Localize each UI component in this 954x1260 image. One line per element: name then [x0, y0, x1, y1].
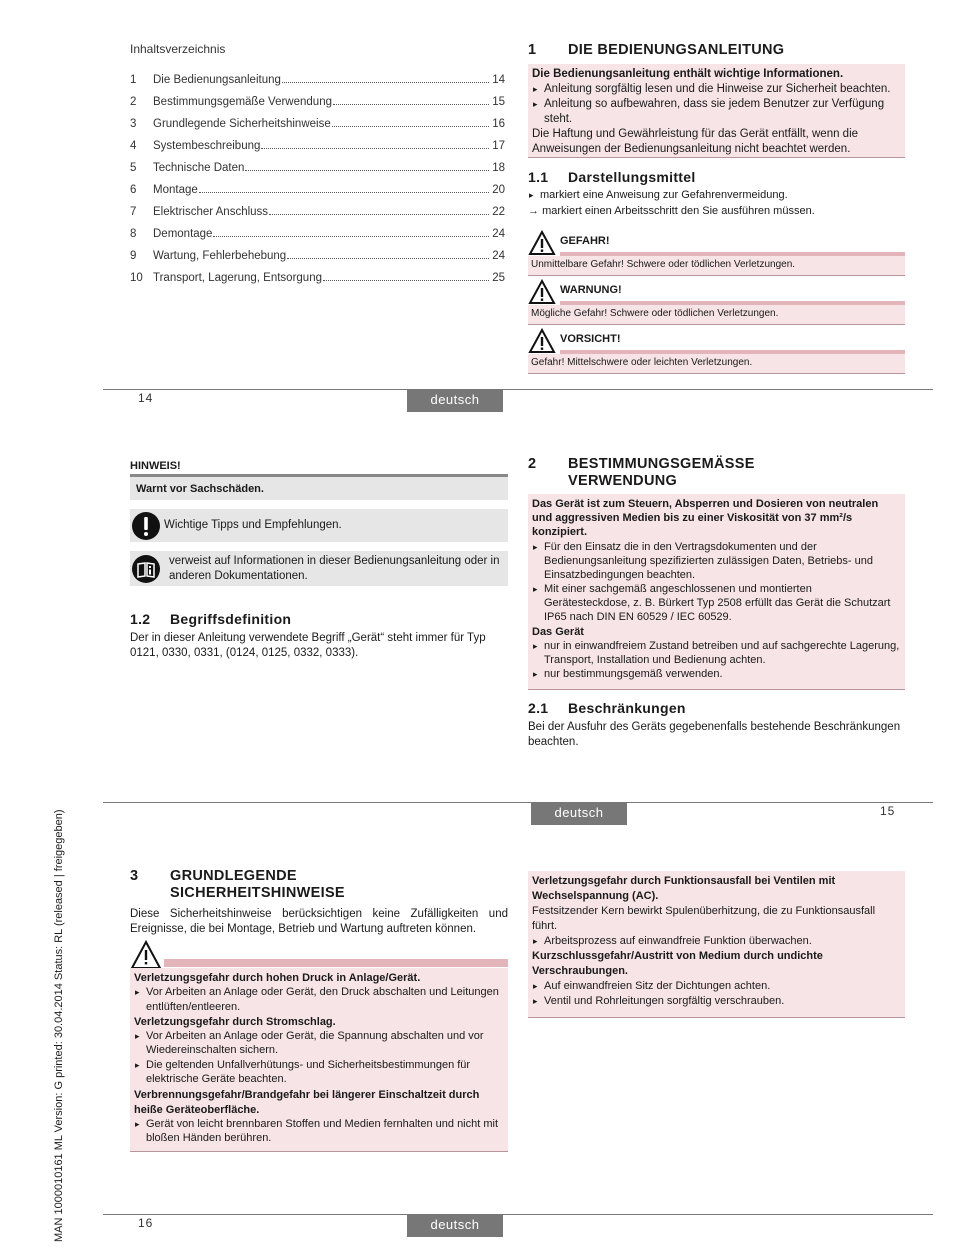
toc-entry-label: Demontage — [153, 228, 213, 240]
section-2-heading: 2 BESTIMMUNGSGEMÄSSE VERWENDUNG — [528, 456, 755, 489]
toc-entry[interactable] — [130, 130, 505, 152]
danger-heading: GEFAHR! — [528, 230, 905, 262]
toc-entry-page: 17 — [492, 140, 505, 152]
toc-entry[interactable] — [130, 174, 505, 196]
safety-heading — [130, 940, 508, 970]
safety-box: Verletzungsgefahr durch hohen Druck in Anlage/Gerät. ▸ Vor Arbeiten an Anlage oder Gerät, den Druck abschalten und Leitungen entlüften/entleeren. Verletzungsgefahr durch Stromschlag. ▸ Vor Arbeiten an Anlage oder Gerät, die Spannung abschalten und vor Wiedereinschalten sichern. ▸ Die geltenden Unfallverhütungs- und Sicherheitsbestimmungen für elektrische Geräte beachten. Verbrennungsgefahr/Brandgefahr bei längerer Einschaltzeit durch heiße Geräteoberfläche. ▸ Gerät von leicht brennbaren Stoffen und Medien fernhalten und nicht mit bloßen Händen berühren. — [130, 968, 508, 1152]
toc-leader-dots — [261, 148, 489, 149]
legend-instruction-line: ▸ markiert eine Anweisung zur Gefahrenvermeidung. — [528, 188, 788, 203]
toc-entry-number: 9 — [130, 250, 137, 262]
toc-leader-dots — [287, 258, 489, 259]
page-number: 16 — [138, 1216, 154, 1230]
toc-entry-page: 25 — [492, 272, 505, 284]
toc-entry[interactable] — [130, 152, 505, 174]
page-divider — [103, 1214, 933, 1215]
toc-title: Inhaltsverzeichnis — [130, 42, 226, 56]
page-divider — [103, 802, 933, 803]
toc-entry-label: Montage — [153, 184, 198, 196]
toc-leader-dots — [282, 82, 489, 83]
warning-triangle-icon — [528, 279, 556, 305]
toc-entry-number: 5 — [130, 162, 137, 174]
toc-entry-label: Wartung, Fehlerbehebung — [153, 250, 287, 262]
toc-entry[interactable] — [130, 240, 505, 262]
section-1-box: Die Bedienungsanleitung enthält wichtige Informationen. ▸ Anleitung sorgfältig lesen und die Hinweise zur Sicherheit beachten. ▸ Anleitung so aufbewahren, dass sie jedem Benutzer zur Verfügung steht. Die Haftung und Gewährleistung für das Gerät entfällt, wenn die Anweisungen der Bedienungsanleitung nicht beachtet werden. — [528, 64, 905, 158]
toc-entry-number: 7 — [130, 206, 137, 218]
list-item: ▸ Vor Arbeiten an Anlage oder Gerät, den Druck abschalten und Leitungen entlüften/entleeren. — [134, 985, 504, 1014]
toc-entry-number: 8 — [130, 228, 137, 240]
toc-entry-label: Systembeschreibung — [153, 140, 261, 152]
list-item: ▸ Ventil und Rohrleitungen sorgfältig verschrauben. — [532, 994, 901, 1009]
notice-label: HINWEIS! — [130, 460, 181, 472]
list-item: ▸ Mit einer sachgemäß angeschlossenen und montierten Gerätesteckdose, z. B. Bürkert Typ 2508 erfüllt das Gerät die Schutzart IP65 nach DIN EN 60529 / IEC 60529. — [532, 582, 901, 624]
book-icon — [131, 554, 161, 584]
section-2-1-heading: 2.1 Beschränkungen — [528, 700, 686, 716]
list-item: ▸ nur in einwandfreiem Zustand betreiben und auf sachgerechte Lagerung, Transport, Installation und Bedienung achten. — [532, 639, 901, 667]
toc-entry[interactable] — [130, 64, 505, 86]
toc-leader-dots — [269, 214, 489, 215]
warning-triangle-icon — [130, 940, 162, 970]
section-2-1-text: Bei der Ausfuhr des Geräts gegebenenfalls bestehende Beschränkungen beachten. — [528, 721, 901, 748]
toc-entry-label: Elektrischer Anschluss — [153, 206, 269, 218]
margin-print-info: MAN 1000010161 ML Version: G printed: 30.04.2014 Status: RL (released | freigegeben) — [53, 809, 65, 1242]
toc-entry-page: 20 — [492, 184, 505, 196]
toc-entry-label: Die Bedienungsanleitung — [153, 74, 281, 86]
toc-entry-number: 6 — [130, 184, 137, 196]
danger-text: Unmittelbare Gefahr! Schwere oder tödlichen Verletzungen. — [528, 256, 905, 276]
toc-entry-number: 3 — [130, 118, 137, 130]
warning-heading: WARNUNG! — [528, 279, 905, 311]
toc-entry-page: 16 — [492, 118, 505, 130]
list-item: ▸ Arbeitsprozess auf einwandfreie Funktion überwachen. — [532, 934, 901, 949]
warning-triangle-icon — [528, 328, 556, 354]
toc-leader-dots — [213, 236, 489, 237]
toc-entry-label: Transport, Lagerung, Entsorgung — [153, 272, 322, 284]
list-item: ▸ Gerät von leicht brennbaren Stoffen und Medien fernhalten und nicht mit bloßen Händen berühren. — [134, 1117, 504, 1146]
exclamation-icon — [131, 511, 161, 541]
toc-entry[interactable] — [130, 196, 505, 218]
safety-box-right: Verletzungsgefahr durch Funktionsausfall bei Ventilen mit Wechselspannung (AC). Festsitzender Kern bewirkt Spulenüberhitzung, die zu Funktionsausfall führt. ▸ Arbeitsprozess auf einwandfreie Funktion überwachen. Kurzschlussgefahr/Austritt von Medium durch undichte Verschraubungen. ▸ Auf einwandfreien Sitz der Dichtungen achten. ▸ Ventil und Rohrleitungen sorgfältig verschrauben. — [528, 871, 905, 1018]
toc-entry[interactable] — [130, 262, 505, 284]
arrow-right-icon: → — [528, 205, 539, 217]
section-1-2-heading: 1.2 Begriffsdefinition — [130, 611, 292, 627]
list-item: ▸ Auf einwandfreien Sitz der Dichtungen achten. — [532, 979, 901, 994]
list-item: ▸ Die geltenden Unfallverhütungs- und Sicherheitsbestimmungen für elektrische Geräte beachten. — [134, 1058, 504, 1087]
language-tab: deutsch — [407, 390, 503, 412]
toc-entry-page: 15 — [492, 96, 505, 108]
toc-entry-page: 22 — [492, 206, 505, 218]
caution-heading: VORSICHT! — [528, 328, 905, 360]
toc-entry-label: Technische Daten — [153, 162, 245, 174]
toc-entry-number: 2 — [130, 96, 137, 108]
list-item: ▸ Vor Arbeiten an Anlage oder Gerät, die Spannung abschalten und vor Wiedereinschalten sichern. — [134, 1029, 504, 1058]
section-1-heading: 1 DIE BEDIENUNGSANLEITUNG — [528, 42, 785, 58]
warning-triangle-icon — [528, 230, 556, 256]
section-3-heading: 3 GRUNDLEGENDE SICHERHEITSHINWEISE — [130, 868, 345, 901]
toc-entry-label: Grundlegende Sicherheitshinweise — [153, 118, 331, 130]
toc-leader-dots — [245, 170, 489, 171]
toc-entry[interactable] — [130, 108, 505, 130]
notice-text: Warnt vor Sachschäden. — [130, 477, 508, 500]
toc-leader-dots — [332, 126, 489, 127]
page-number: 14 — [138, 391, 154, 405]
warning-text: Mögliche Gefahr! Schwere oder tödlichen Verletzungen. — [528, 305, 905, 325]
language-tab: deutsch — [531, 803, 627, 825]
reference-box: verweist auf Informationen in dieser Bedienungsanleitung oder in anderen Dokumentationen. — [130, 551, 508, 586]
page-divider — [103, 389, 933, 390]
toc-entry-page: 24 — [492, 250, 505, 262]
list-item: ▸ Anleitung so aufbewahren, dass sie jedem Benutzer zur Verfügung steht. — [532, 97, 901, 127]
toc-entry-page: 18 — [492, 162, 505, 174]
section-1-1-heading: 1.1 Darstellungsmittel — [528, 169, 696, 185]
tip-box: Wichtige Tipps und Empfehlungen. — [130, 509, 508, 542]
legend-step-line: → markiert einen Arbeitsschritt den Sie ausführen müssen. — [528, 205, 815, 217]
toc-entry[interactable] — [130, 218, 505, 240]
toc-entry-number: 10 — [130, 272, 143, 284]
list-item: ▸ nur bestimmungsgemäß verwenden. — [532, 667, 901, 681]
toc-entry-number: 4 — [130, 140, 137, 152]
section-3-intro: Diese Sicherheitshinweise berücksichtigen keine Zufälligkeiten und Ereignisse, die bei Montage, Betrieb und Wartung auftreten können. — [130, 908, 508, 935]
toc-entry[interactable] — [130, 86, 505, 108]
toc-entry-number: 1 — [130, 74, 137, 86]
safety-bar — [164, 959, 508, 967]
section-2-box: Das Gerät ist zum Steuern, Absperren und Dosieren von neutralen und aggressiven Medien bis zu einer Viskosität von 37 mm²/s konzipiert. ▸ Für den Einsatz die in den Vertragsdokumenten und der Bedienungsanleitung spezifizierten zulässigen Daten, Betriebs- und Einsatzbedingungen beachten. ▸ Mit einer sachgemäß angeschlossenen und montierten Gerätesteckdose, z. B. Bürkert Typ 2508 erfüllt das Gerät die Schutzart IP65 nach DIN EN 60529 / IEC 60529. Das Gerät ▸ nur in einwandfreiem Zustand betreiben und auf sachgerechte Lagerung, Transport, Installation und Bedienung achten. ▸ nur bestimmungsgemäß verwenden. — [528, 494, 905, 690]
list-item: ▸ Für den Einsatz die in den Vertragsdokumenten und der Bedienungsanleitung spezifizierten zulässigen Daten, Betriebs- und Einsatzbedingungen beachten. — [532, 540, 901, 582]
toc-entry-page: 24 — [492, 228, 505, 240]
toc-entry-page: 14 — [492, 74, 505, 86]
page-number: 15 — [880, 804, 896, 818]
toc-leader-dots — [333, 104, 489, 105]
language-tab: deutsch — [407, 1215, 503, 1237]
toc-leader-dots — [199, 192, 489, 193]
toc-leader-dots — [323, 280, 489, 281]
toc-entry-label: Bestimmungsgemäße Verwendung — [153, 96, 332, 108]
caution-text: Gefahr! Mittelschwere oder leichten Verletzungen. — [528, 354, 905, 374]
list-item: ▸ Anleitung sorgfältig lesen und die Hinweise zur Sicherheit beachten. — [532, 82, 901, 97]
section-1-2-text: Der in dieser Anleitung verwendete Begriff „Gerät“ steht immer für Typ 0121, 0330, 0331, (0124, 0125, 0332, 0333). — [130, 632, 486, 659]
